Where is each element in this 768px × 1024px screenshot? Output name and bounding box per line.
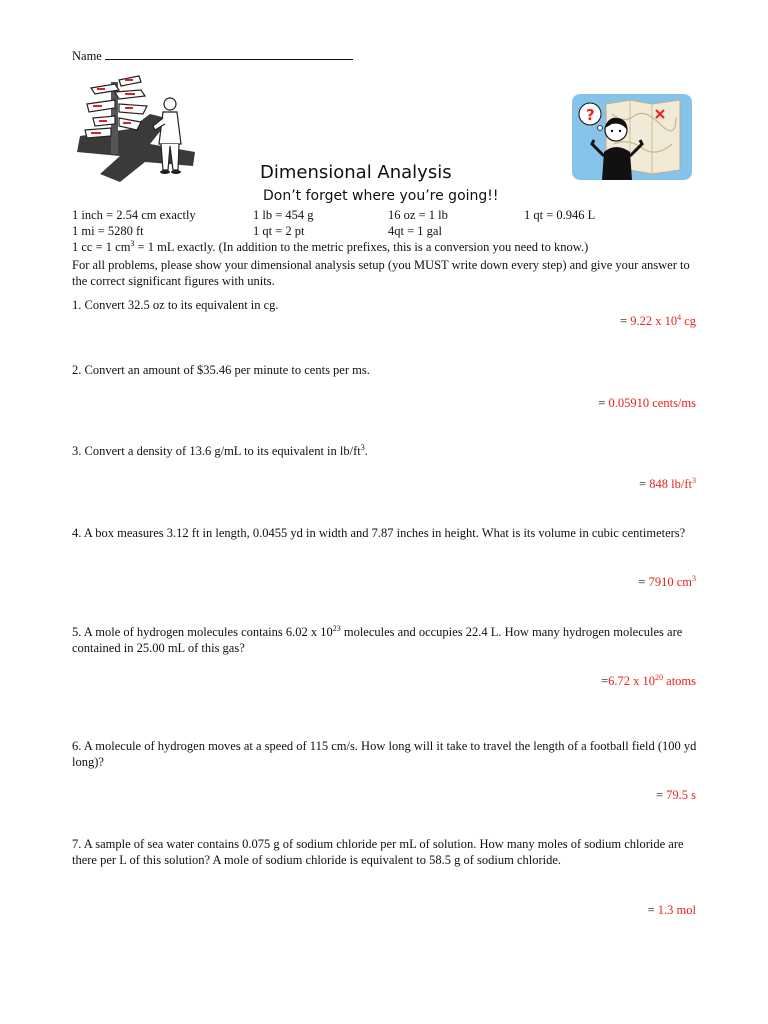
answer-2: = 0.05910 cents/ms (598, 396, 696, 410)
name-field (72, 47, 353, 64)
svg-text:?: ? (586, 106, 595, 124)
problem-3: 3. Convert a density of 13.6 g/mL to its equivalent in $lb/ft^3$. (72, 442, 368, 458)
answer-6: = 79.5 s (655, 788, 696, 802)
problem-7: 7. A sample of sea water contains 0.075 g of sodium chloride per mL of solution. How many moles of sodium chloride are there per L of this solution? A mole of sodium chloride is equivalent to 58.5 g of sodium chloride. (72, 837, 684, 867)
problem-5: 5. A mole of hydrogen molecules contains 6.02 x $10^{23}$ molecules and occupies 22.4 L. How many hydrogen molecules are contained in 25.00 mL of this gas? (72, 623, 683, 655)
conversion-1: 1 inch = 2.54 cm exactly (72, 208, 196, 222)
conversion-3: 16 oz = 1 lb (388, 208, 448, 222)
answer-4: = 7910 $cm^3$ (638, 573, 696, 589)
problem-2: 2. Convert an amount of $35.46 per minute to cents per ms. (72, 363, 370, 377)
name-blank-line[interactable] (105, 47, 353, 60)
confused-person-map-illustration (572, 94, 692, 180)
conversion-5: 1 mi = 5280 ft (72, 224, 144, 238)
instructions: For all problems, please show your dimensional analysis setup (you MUST write down every step) and give your answer to the correct significant figures with units. (72, 258, 690, 288)
problem-6: 6. A molecule of hydrogen moves at a speed of 115 cm/s. How long will it take to travel the length of a football field (100 yd long)? (72, 739, 697, 769)
conversion-6: 1 qt = 2 pt (253, 224, 305, 238)
answer-3: = 848 $lb/ft^3$ (639, 475, 696, 491)
page-title: Dimensional Analysis (260, 162, 452, 183)
answer-7: = 1.3 mol (647, 903, 696, 917)
name-label: Name (72, 49, 102, 63)
cc-conversion-note: 1 cc = 1 $cm^3 = 1$ mL exactly. (In addition to the metric prefixes, this is a conversion you need to know.) (72, 238, 589, 254)
signpost-man-illustration (75, 74, 200, 184)
page-subtitle: Don’t forget where you’re going!! (263, 188, 499, 204)
conversion-2: 1 lb = 454 g (253, 208, 314, 222)
answer-5: =6.72 x $10^{20}$ atoms (601, 672, 696, 688)
problem-1: 1. Convert 32.5 oz to its equivalent in cg. (72, 298, 279, 312)
answer-1: = 9.22 x $10^4$ cg (620, 312, 696, 328)
problem-4: 4. A box measures 3.12 ft in length, 0.0455 yd in width and 7.87 inches in height. What is its volume in cubic centimeters? (72, 526, 686, 540)
conversion-7: 4qt = 1 gal (388, 224, 442, 238)
conversion-4: 1 qt = 0.946 L (524, 208, 596, 222)
